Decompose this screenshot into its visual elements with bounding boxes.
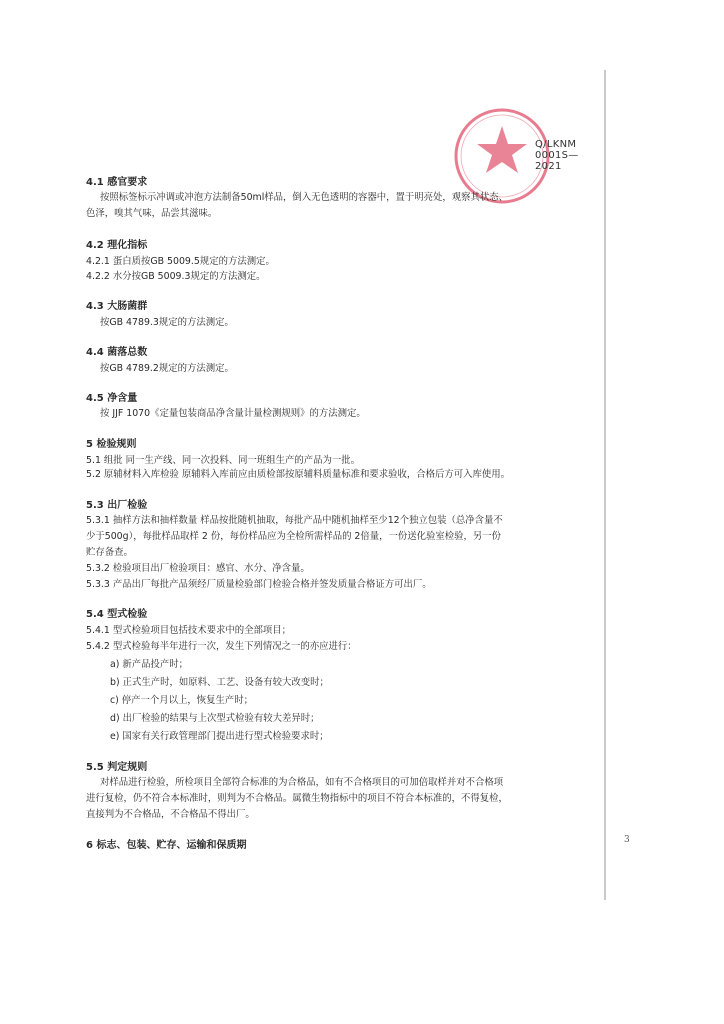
page-number: 3: [624, 835, 630, 845]
heading-5-5: 5.5 判定规则: [86, 762, 148, 773]
list-item-c: c) 停产一个月以上，恢复生产时；: [110, 695, 254, 706]
text-4-1-line2: 色泽，嗅其气味，品尝其滋味。: [86, 208, 218, 219]
document-number: Q/LKNM 0001S—2021: [535, 139, 579, 172]
text-5-1: 5.1 组批 同一生产线、同一次投料、同一班组生产的产品为一批。: [86, 455, 360, 466]
text-5-4-2: 5.4.2 型式检验每半年进行一次，发生下列情况之一的亦应进行：: [86, 641, 357, 652]
text-4-2-1: 4.2.1 蛋白质按GB 5009.5规定的方法测定。: [86, 256, 275, 267]
text-5-2: 5.2 原辅材料入库检验 原辅料入库前应由质检部按原辅料质量标准和要求验收，合格后方可入库使用。: [86, 469, 510, 480]
heading-4-3: 4.3 大肠菌群: [86, 301, 148, 312]
text-5-3-3: 5.3.3 产品出厂每批产品须经厂质量检验部门检验合格并签发质量合格证方可出厂。: [86, 579, 432, 590]
text-5-3-1-line3: 贮存备查。: [86, 547, 133, 558]
text-5-3-1-line1: 5.3.1 抽样方法和抽样数量 样品按批随机抽取，每批产品中随机抽样至少12个独立包装（总净含量不: [86, 515, 503, 526]
text-5-5-line2: 进行复检，仍不符合本标准时，则判为不合格品。属微生物指标中的项目不符合本标准的，不得复检，: [86, 793, 508, 804]
heading-4-5: 4.5 净含量: [86, 393, 138, 404]
text-4-1-line1: 按照标签标示冲调或冲泡方法制备50ml样品，倒入无色透明的容器中，置于明亮处，观察其状态、: [100, 192, 509, 203]
heading-4-4: 4.4 菌落总数: [86, 347, 148, 358]
text-5-3-1-line2: 少于500g），每批样品取样 2 份，每份样品应为全检所需样品的 2倍量，一份送化验室检验，另一份: [86, 531, 502, 542]
list-item-a: a) 新产品投产时；: [110, 659, 189, 670]
text-4-2-2: 4.2.2 水分按GB 5009.3规定的方法测定。: [86, 271, 266, 282]
heading-5-3: 5.3 出厂检验: [86, 500, 148, 511]
list-item-b: b) 正式生产时，如原料、工艺、设备有较大改变时；: [110, 677, 329, 688]
text-4-3: 按GB 4789.3规定的方法测定。: [100, 317, 234, 328]
heading-5: 5 检验规则: [86, 439, 137, 450]
heading-5-4: 5.4 型式检验: [86, 609, 148, 620]
text-5-5-line1: 对样品进行检验，所检项目全部符合标准的为合格品，如有不合格项目的可加倍取样并对不合格项: [100, 777, 504, 788]
heading-6: 6 标志、包装、贮存、运输和保质期: [86, 840, 247, 851]
text-5-4-1: 5.4.1 型式检验项目包括技术要求中的全部项目；: [86, 625, 291, 636]
list-item-e: e) 国家有关行政管理部门提出进行型式检验要求时；: [110, 731, 329, 742]
page-edge-line: [604, 70, 606, 900]
text-5-3-2: 5.3.2 检验项目出厂检验项目：感官、水分、净含量。: [86, 563, 310, 574]
text-5-5-line3: 直接判为不合格品，不合格品不得出厂。: [86, 809, 255, 820]
text-4-5: 按 JJF 1070《定量包装商品净含量计量检测规则》的方法测定。: [100, 408, 366, 419]
heading-4-2: 4.2 理化指标: [86, 240, 148, 251]
heading-4-1: 4.1 感官要求: [86, 177, 148, 188]
text-4-4: 按GB 4789.2规定的方法测定。: [100, 363, 234, 374]
list-item-d: d) 出厂检验的结果与上次型式检验有较大差异时；: [110, 713, 320, 724]
